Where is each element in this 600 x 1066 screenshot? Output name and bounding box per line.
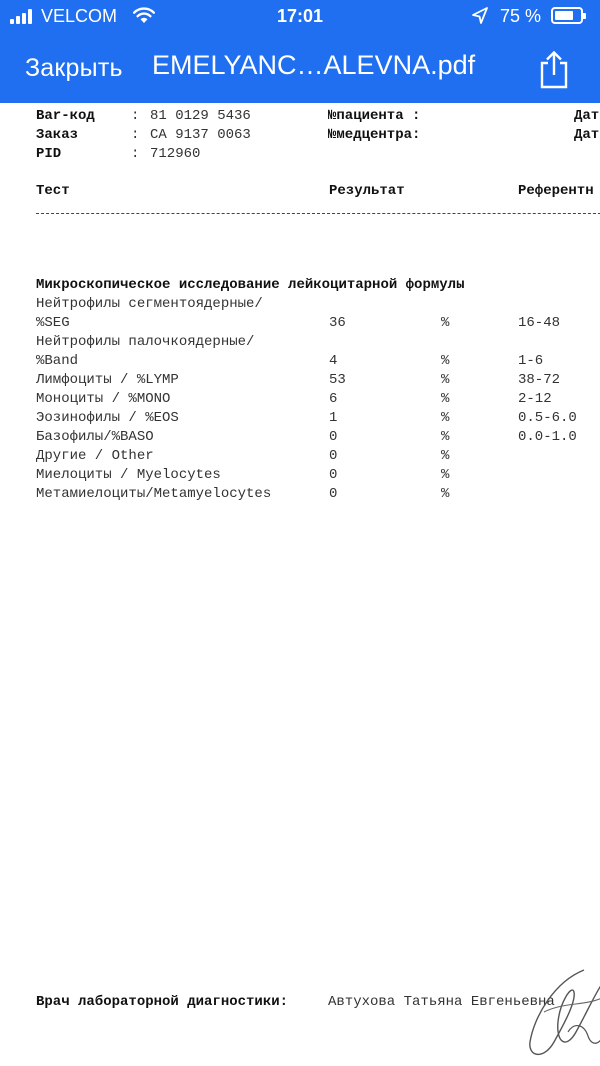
row-unit: % xyxy=(441,410,450,426)
row-result: 0 xyxy=(329,486,338,502)
pid-label: PID xyxy=(36,146,62,162)
row-result: 0 xyxy=(329,429,338,445)
row-name: Метамиелоциты/Metamyelocytes xyxy=(36,486,272,502)
barcode-label: Bar-код xyxy=(36,108,95,124)
row-reference: 2-12 xyxy=(518,391,552,407)
row-name: Миелоциты / Myelocytes xyxy=(36,467,221,483)
row-result: 6 xyxy=(329,391,338,407)
close-button[interactable]: Закрыть xyxy=(25,54,123,82)
row-unit: % xyxy=(441,467,450,483)
column-reference: Референтн xyxy=(518,183,594,199)
battery-percent: 75 % xyxy=(500,6,542,26)
location-arrow-icon xyxy=(472,7,488,25)
battery-level xyxy=(555,11,573,20)
row-name: %Band xyxy=(36,353,79,369)
row-result: 53 xyxy=(329,372,346,388)
date-label-cut: Дат xyxy=(574,108,600,124)
row-unit: % xyxy=(441,486,450,502)
pdf-viewer-navbar xyxy=(0,36,600,100)
order-sep: : xyxy=(131,127,140,143)
doctor-name: Автухова Татьяна Евгеньевна xyxy=(328,994,555,1010)
battery-icon xyxy=(551,7,583,24)
row-name: Базофилы/%BASO xyxy=(36,429,154,445)
row-result: 4 xyxy=(329,353,338,369)
row-unit: % xyxy=(441,429,450,445)
row-name: Нейтрофилы палочкоядерные/ xyxy=(36,334,255,350)
row-reference: 0.5-6.0 xyxy=(518,410,577,426)
order-value: CA 9137 0063 xyxy=(150,127,251,143)
row-result: 0 xyxy=(329,467,338,483)
row-unit: % xyxy=(441,372,450,388)
header-divider xyxy=(36,213,600,214)
row-reference: 1-6 xyxy=(518,353,544,369)
row-result: 36 xyxy=(329,315,346,331)
row-result: 1 xyxy=(329,410,338,426)
column-test: Тест xyxy=(36,183,70,199)
pdf-page[interactable] xyxy=(0,103,600,1066)
carrier-name: VELCOM xyxy=(41,6,118,26)
column-result: Результат xyxy=(329,183,405,199)
barcode-sep: : xyxy=(131,108,140,124)
barcode-value: 81 0129 5436 xyxy=(150,108,251,124)
status-bar xyxy=(0,0,600,34)
handwritten-signature xyxy=(514,962,600,1066)
share-icon[interactable] xyxy=(536,50,572,90)
row-result: 0 xyxy=(329,448,338,464)
row-name: Нейтрофилы сегментоядерные/ xyxy=(36,296,263,312)
order-label: Заказ xyxy=(36,127,79,143)
row-reference: 38-72 xyxy=(518,372,561,388)
row-name: Другие / Other xyxy=(36,448,154,464)
medcenter-number-label: №медцентра: xyxy=(328,127,421,143)
row-unit: % xyxy=(441,353,450,369)
row-reference: 0.0-1.0 xyxy=(518,429,577,445)
row-name: %SEG xyxy=(36,315,70,331)
row-unit: % xyxy=(441,391,450,407)
row-reference: 16-48 xyxy=(518,315,561,331)
pid-value: 712960 xyxy=(150,146,201,162)
status-time: 17:01 xyxy=(276,6,324,26)
row-unit: % xyxy=(441,448,450,464)
pid-sep: : xyxy=(131,146,140,162)
row-name: Лимфоциты / %LYMP xyxy=(36,372,179,388)
section-title: Микроскопическое исследование лейкоцитарной формулы xyxy=(36,277,465,293)
patient-number-label: №пациента : xyxy=(328,108,421,124)
document-title: EMELYANC…ALEVNA.pdf xyxy=(152,50,476,80)
top-bar xyxy=(0,0,600,103)
doctor-label: Врач лабораторной диагностики: xyxy=(36,994,289,1010)
row-name: Эозинофилы / %EOS xyxy=(36,410,179,426)
row-name: Моноциты / %MONO xyxy=(36,391,171,407)
date-label-cut-2: Дат xyxy=(574,127,600,143)
row-unit: % xyxy=(441,315,450,331)
